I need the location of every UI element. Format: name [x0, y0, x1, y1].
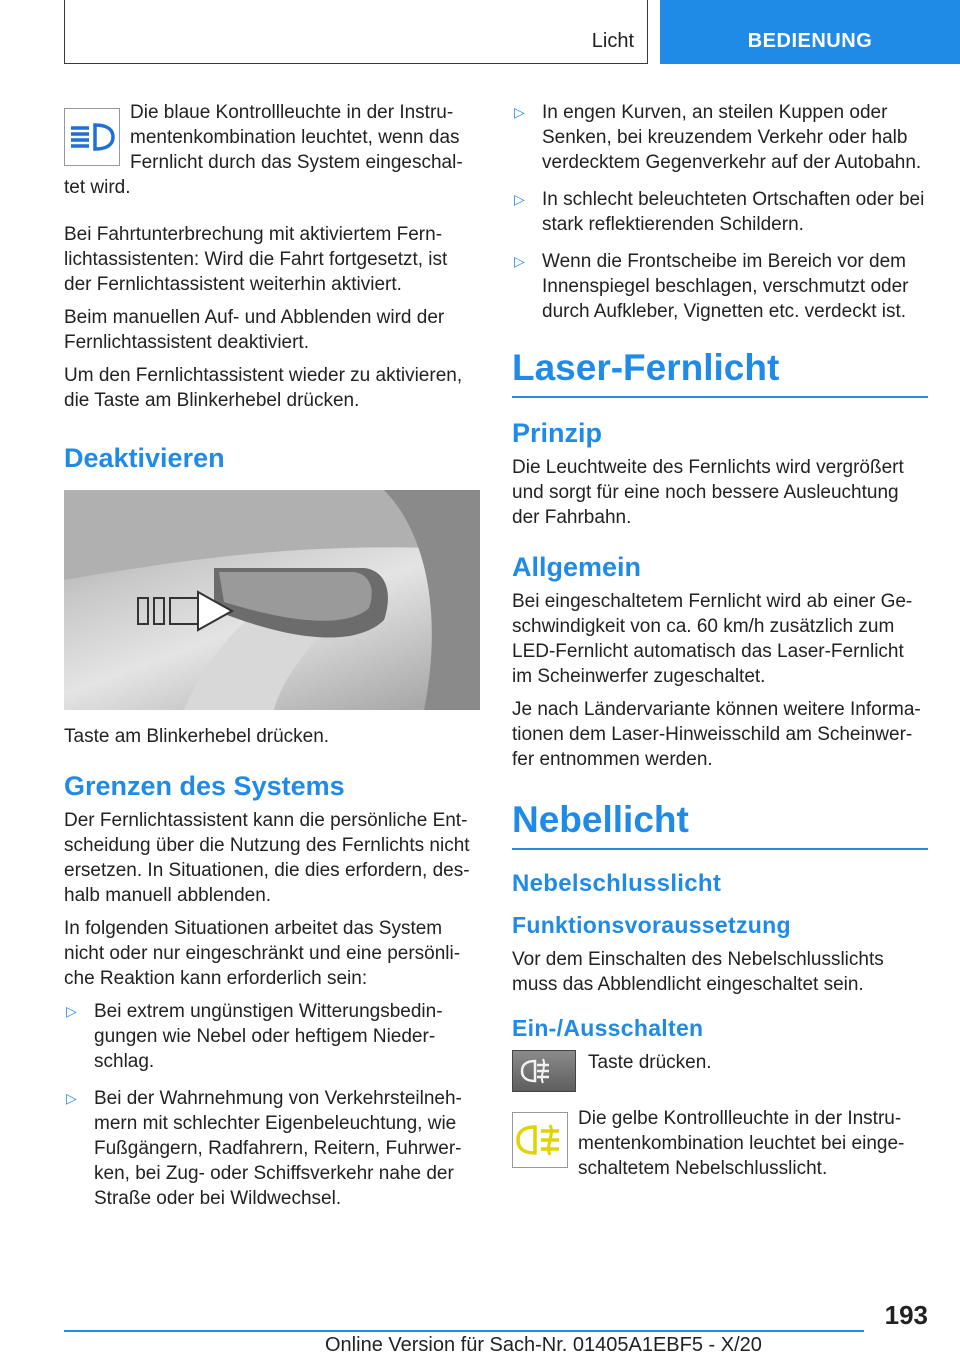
chapter-title: Licht — [591, 30, 634, 52]
triangle-bullet-icon: ▷ — [514, 191, 525, 207]
button-instruction: Taste drücken. — [588, 1052, 712, 1073]
right-column — [512, 100, 928, 1203]
online-version-footer: Online Version für Sach-Nr. 01405A1EBF5 - X/20 — [325, 1334, 762, 1356]
rear-fog-light-button-icon — [512, 1050, 576, 1092]
paragraph: Bei Fahrtunterbrechung mit aktiviertem Fern-lichtassistenten: Wird die Fahrt fortgesetzt, ist der Fernlichtassistent weiterhin aktiviert. — [64, 224, 448, 295]
indicator-text: Die blaue Kontrollleuchte in der Instru-mentenkombination leuchtet, wenn das Fernlicht durch das System eingeschal-tet wird. — [64, 102, 463, 198]
triangle-bullet-icon: ▷ — [66, 1003, 77, 1019]
list-item: ▷ Bei extrem ungünstigen Witterungsbedin-gungen wie Nebel oder heftigem Nieder-schlag. — [66, 1001, 443, 1072]
header-box — [64, 0, 648, 64]
list-item: ▷ Bei der Wahrnehmung von Verkehrsteilneh-mern mit schlechter Eigenbeleuchtung, wie Fußgängern, Radfahrern, Reitern, Fuhrwer-ken, bei Zug- oder Schiffsverkehr nahe der Straße oder bei Wildwechsel. — [66, 1088, 462, 1209]
left-column — [64, 100, 480, 1223]
list-item: ▷ Wenn die Frontscheibe im Bereich vor dem Innenspiegel beschlagen, verschmutzt oder durch Aufkleber, Vignetten etc. verdeckt ist. — [514, 251, 909, 322]
heading-deaktivieren: Deaktivieren — [64, 443, 225, 473]
indicator-paragraph — [64, 100, 480, 208]
triangle-bullet-icon: ▷ — [66, 1090, 77, 1106]
paragraph: Vor dem Einschalten des Nebelschlusslichts muss das Abblendlicht eingeschaltet sein. — [512, 949, 884, 995]
heading-ein-ausschalten: Ein-/Ausschalten — [512, 1015, 704, 1041]
heading-grenzen: Grenzen des Systems — [64, 771, 345, 801]
heading-nebellicht: Nebellicht — [512, 798, 928, 850]
paragraph: Je nach Ländervariante können weitere Informa-tionen dem Laser-Hinweisschild am Scheinwer-fer entnommen werden. — [512, 699, 921, 770]
paragraph: Bei eingeschaltetem Fernlicht wird ab einer Ge-schwindigkeit von ca. 60 km/h zusätzlich zum LED-Fernlicht automatisch das Laser-Fernlicht im Scheinwerfer zugeschaltet. — [512, 591, 913, 687]
paragraph: Um den Fernlichtassistent wieder zu aktivieren, die Taste am Blinkerhebel drücken. — [64, 365, 463, 411]
list-item: ▷ In schlecht beleuchteten Ortschaften oder bei stark reflektierenden Schildern. — [514, 189, 925, 235]
fog-indicator-row — [512, 1106, 928, 1189]
list-item: ▷ In engen Kurven, an steilen Kuppen oder Senken, bei kreuzendem Verkehr oder halb verdecktem Gegenverkehr auf der Autobahn. — [514, 102, 922, 173]
rear-fog-light-indicator-icon — [512, 1112, 568, 1168]
bullet-list — [64, 999, 480, 1211]
heading-funktionsvoraussetzung: Funktionsvoraussetzung — [512, 912, 791, 938]
heading-laser-fernlicht: Laser-Fernlicht — [512, 346, 928, 398]
page-number: 193 — [884, 1300, 928, 1330]
fog-button-row — [512, 1050, 928, 1092]
heading-allgemein: Allgemein — [512, 552, 642, 582]
heading-prinzip: Prinzip — [512, 418, 603, 448]
triangle-bullet-icon: ▷ — [514, 104, 525, 120]
footer-divider — [64, 1330, 864, 1332]
bullet-list — [512, 100, 928, 324]
triangle-bullet-icon: ▷ — [514, 253, 525, 269]
paragraph: Beim manuellen Auf- und Abblenden wird der Fernlichtassistent deaktiviert. — [64, 307, 445, 353]
paragraph: In folgenden Situationen arbeitet das System nicht oder nur eingeschränkt und eine persönli-che Reaktion kann erforderlich sein: — [64, 918, 461, 989]
section-tab: BEDIENUNG — [660, 0, 960, 64]
indicator-text: Die gelbe Kontrollleuchte in der Instru-mentenkombination leuchtet bei einge-schaltetem Nebelschlusslicht. — [578, 1108, 905, 1179]
paragraph: Der Fernlichtassistent kann die persönliche Ent-scheidung über die Nutzung des Fernlichts nicht ersetzen. In Situationen, die dies erfordern, des-halb manuell abblenden. — [64, 810, 470, 906]
turn-signal-lever-illustration — [64, 490, 480, 710]
paragraph: Die Leuchtweite des Fernlichts wird vergrößert und sorgt für eine noch bessere Ausleuchtung der Fahrbahn. — [512, 457, 904, 528]
high-beam-indicator-icon — [64, 108, 120, 166]
figure-caption: Taste am Blinkerhebel drücken. — [64, 726, 330, 747]
heading-nebelschlusslicht: Nebelschlusslicht — [512, 870, 722, 897]
